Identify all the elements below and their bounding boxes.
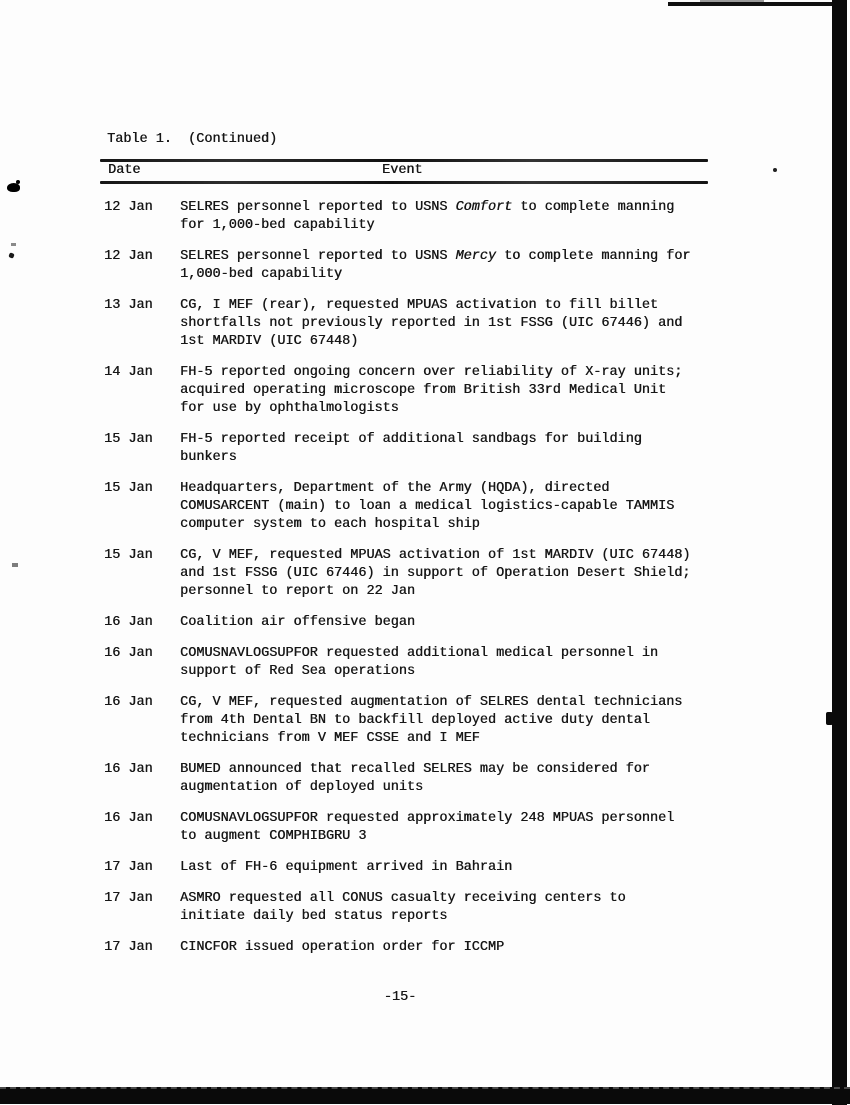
event-cell: Headquarters, Department of the Army (HQDA), directed COMUSARCENT (main) to loan a medical logistics-capable TAMMIS computer system to each hospital ship <box>180 481 675 532</box>
event-cell: BUMED announced that recalled SELRES may be considered for augmentation of deployed units <box>180 762 650 795</box>
table-row <box>104 248 716 284</box>
date-cell: 15 Jan <box>104 481 153 496</box>
date-cell: 16 Jan <box>104 695 153 710</box>
event-cell: Coalition air offensive began <box>180 615 415 630</box>
scan-top-edge-gray-line <box>700 0 764 2</box>
table-row <box>104 645 716 681</box>
table-row <box>104 859 716 877</box>
table-row <box>104 199 716 235</box>
ink-speck <box>773 168 777 172</box>
date-cell: 17 Jan <box>104 891 153 906</box>
ink-speck <box>12 563 18 567</box>
table-row <box>104 694 716 748</box>
date-cell: 15 Jan <box>104 432 153 447</box>
event-cell: FH-5 reported ongoing concern over reliability of X-ray units; acquired operating microscope from British 33rd Medical Unit for use by ophthalmologists <box>180 365 683 416</box>
table-body <box>104 199 716 957</box>
scan-right-bar-notch <box>826 712 833 725</box>
table-row <box>104 614 716 632</box>
table-header <box>100 159 708 184</box>
table-row <box>104 297 716 351</box>
event-cell: CINCFOR issued operation order for ICCMP <box>180 940 505 955</box>
date-cell: 17 Jan <box>104 860 153 875</box>
event-cell: COMUSNAVLOGSUPFOR requested additional medical personnel in support of Red Sea operations <box>180 646 658 679</box>
event-cell: SELRES personnel reported to USNS Mercy to complete manning for 1,000-bed capability <box>180 249 691 282</box>
event-cell: CG, V MEF, requested augmentation of SELRES dental technicians from 4th Dental BN to backfill deployed active duty dental technicians from V MEF CSSE and I MEF <box>180 695 683 746</box>
table-row <box>104 761 716 797</box>
table-row <box>104 364 716 418</box>
table-row <box>104 431 716 467</box>
table-header-rule <box>100 181 708 184</box>
table-header-row <box>100 162 708 181</box>
table-row <box>104 890 716 926</box>
date-cell: 16 Jan <box>104 646 153 661</box>
date-cell: 16 Jan <box>104 615 153 630</box>
date-cell: 12 Jan <box>104 200 153 215</box>
ink-blot-mark <box>7 183 20 192</box>
date-cell: 17 Jan <box>104 940 153 955</box>
scan-top-edge-line <box>668 2 834 6</box>
table-row <box>104 547 716 601</box>
table-row <box>104 810 716 846</box>
date-cell: 16 Jan <box>104 762 153 777</box>
date-cell: 13 Jan <box>104 298 153 313</box>
document-content <box>104 131 716 970</box>
date-cell: 14 Jan <box>104 365 153 380</box>
scan-right-edge-bar <box>832 0 847 1105</box>
date-cell: 15 Jan <box>104 548 153 563</box>
event-cell: SELRES personnel reported to USNS Comfort to complete manning for 1,000-bed capability <box>180 200 675 233</box>
table-row <box>104 480 716 534</box>
table-title: Table 1. (Continued) <box>107 132 278 147</box>
column-header-date: Date <box>108 163 141 178</box>
ink-speck <box>11 243 16 246</box>
date-cell: 16 Jan <box>104 811 153 826</box>
event-cell: ASMRO requested all CONUS casualty receiving centers to initiate daily bed status reports <box>180 891 626 924</box>
event-cell: Last of FH-6 equipment arrived in Bahrain <box>180 860 513 875</box>
scan-bottom-edge-bar <box>0 1087 850 1104</box>
column-header-event: Event <box>382 163 423 178</box>
page-number: -15- <box>383 990 417 1005</box>
event-cell: CG, V MEF, requested MPUAS activation of 1st MARDIV (UIC 67448) and 1st FSSG (UIC 67446) in support of Operation Desert Shield; personnel to report on 22 Jan <box>180 548 691 599</box>
event-cell: CG, I MEF (rear), requested MPUAS activation to fill billet shortfalls not previously reported in 1st FSSG (UIC 67446) and 1st MARDIV (UIC 67448) <box>180 298 683 349</box>
date-cell: 12 Jan <box>104 249 153 264</box>
table-row <box>104 939 716 957</box>
ink-speck <box>8 252 14 258</box>
event-cell: FH-5 reported receipt of additional sandbags for building bunkers <box>180 432 642 465</box>
event-cell: COMUSNAVLOGSUPFOR requested approximately 248 MPUAS personnel to augment COMPHIBGRU 3 <box>180 811 675 844</box>
